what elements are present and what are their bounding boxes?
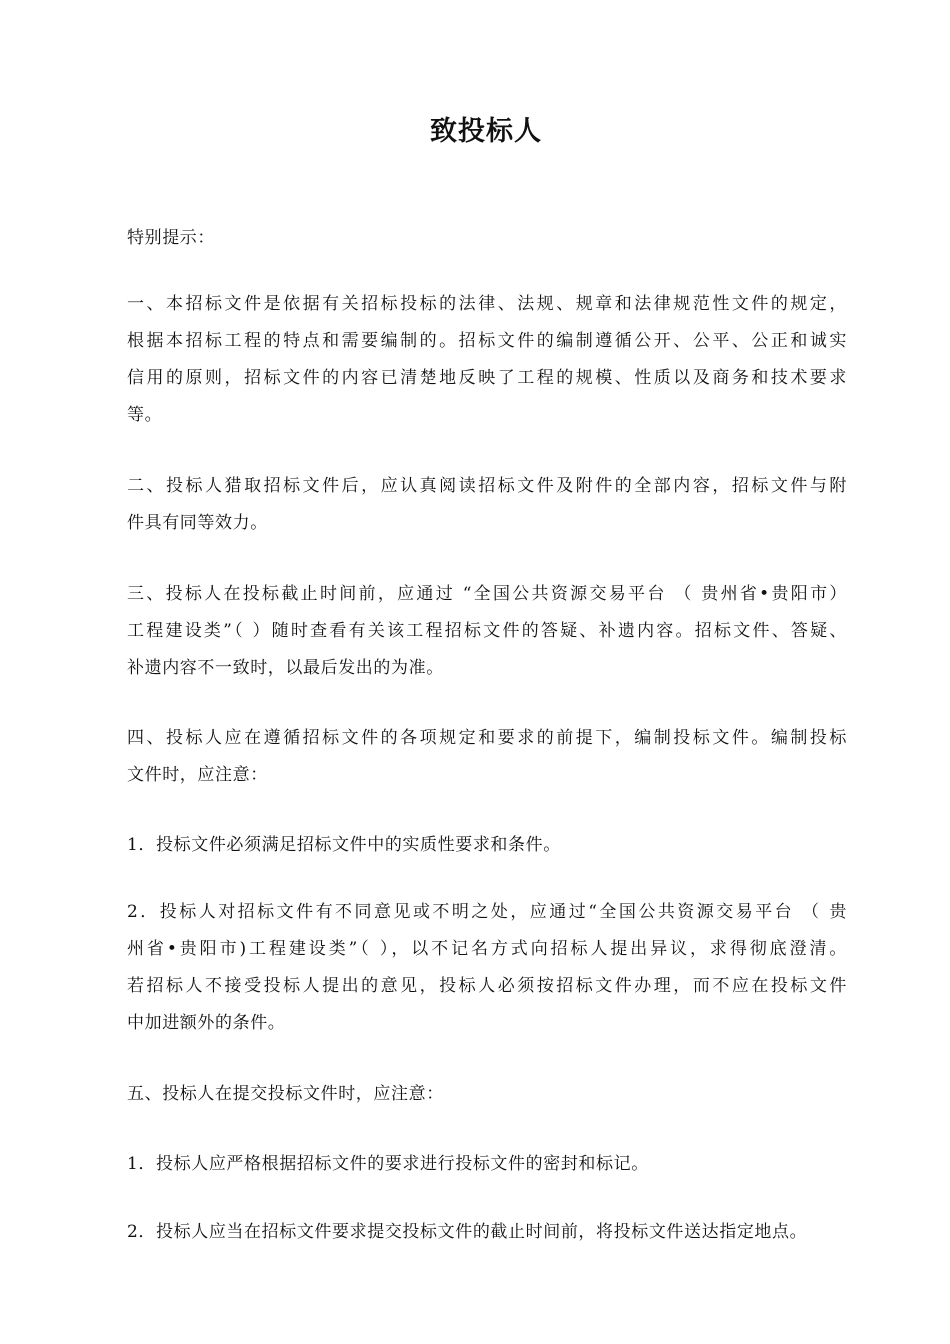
paragraph-4-item-2: [127, 894, 847, 1042]
paragraph-line: 件具有同等效力。: [127, 513, 268, 533]
paragraph-line: 五、投标人在提交投标文件时，应注意：: [127, 1084, 444, 1104]
paragraph-line: 二、投标人猎取招标文件后，应认真阅读招标文件及附件的全部内容，招标文件与附: [127, 476, 847, 496]
paragraph-line: 中加进额外的条件。: [127, 1013, 286, 1033]
document-title: 致投标人: [430, 116, 542, 147]
paragraph-line: 1．投标人应严格根据招标文件的要求进行投标文件的密封和标记。: [127, 1154, 649, 1174]
paragraph-line: 信用的原则，招标文件的内容已清楚地反映了工程的规模、性质以及商务和技术要求: [127, 368, 847, 388]
paragraph-line: 州省•贵阳市)工程建设类”（ ），以不记名方式向招标人提出异议，求得彻底澄清。: [127, 939, 847, 959]
paragraph-line: 1．投标文件必须满足招标文件中的实质性要求和条件。: [127, 835, 561, 855]
paragraph-line: 若招标人不接受投标人提出的意见，投标人必须按招标文件办理，而不应在投标文件: [127, 976, 847, 996]
paragraph-special-notice: [127, 220, 847, 257]
paragraph-4-item-1: [127, 827, 847, 864]
paragraph-5: [127, 1076, 847, 1113]
paragraph-line: 补遗内容不一致时，以最后发出的为准。: [127, 658, 444, 678]
paragraph-line: 四、投标人应在遵循招标文件的各项规定和要求的前提下，编制投标文件。编制投标: [127, 728, 847, 748]
paragraph-5-item-2: [127, 1214, 847, 1251]
paragraph-line: 等。: [127, 405, 163, 425]
paragraph-2: [127, 468, 847, 542]
paragraph-line: 三、投标人在投标截止时间前，应通过 “全国公共资源交易平台 （ 贵州省•贵阳市）: [127, 584, 847, 604]
paragraph-1: [127, 286, 847, 434]
paragraph-line: 特别提示：: [127, 228, 215, 248]
paragraph-4: [127, 720, 847, 794]
paragraph-line: 工程建设类”（ ）随时查看有关该工程招标文件的答疑、补遗内容。招标文件、答疑、: [127, 621, 847, 641]
paragraph-line: 根据本招标工程的特点和需要编制的。招标文件的编制遵循公开、公平、公正和诚实: [127, 331, 847, 351]
paragraph-line: 一、本招标文件是依据有关招标投标的法律、法规、规章和法律规范性文件的规定，: [127, 294, 847, 314]
paragraph-5-item-1: [127, 1146, 847, 1183]
paragraph-line: 文件时，应注意：: [127, 765, 268, 785]
paragraph-line: 2．投标人应当在招标文件要求提交投标文件的截止时间前，将投标文件送达指定地点。: [127, 1222, 808, 1242]
paragraph-line: 2．投标人对招标文件有不同意见或不明之处，应通过“全国公共资源交易平台 （ 贵: [127, 902, 847, 922]
paragraph-3: [127, 576, 847, 687]
